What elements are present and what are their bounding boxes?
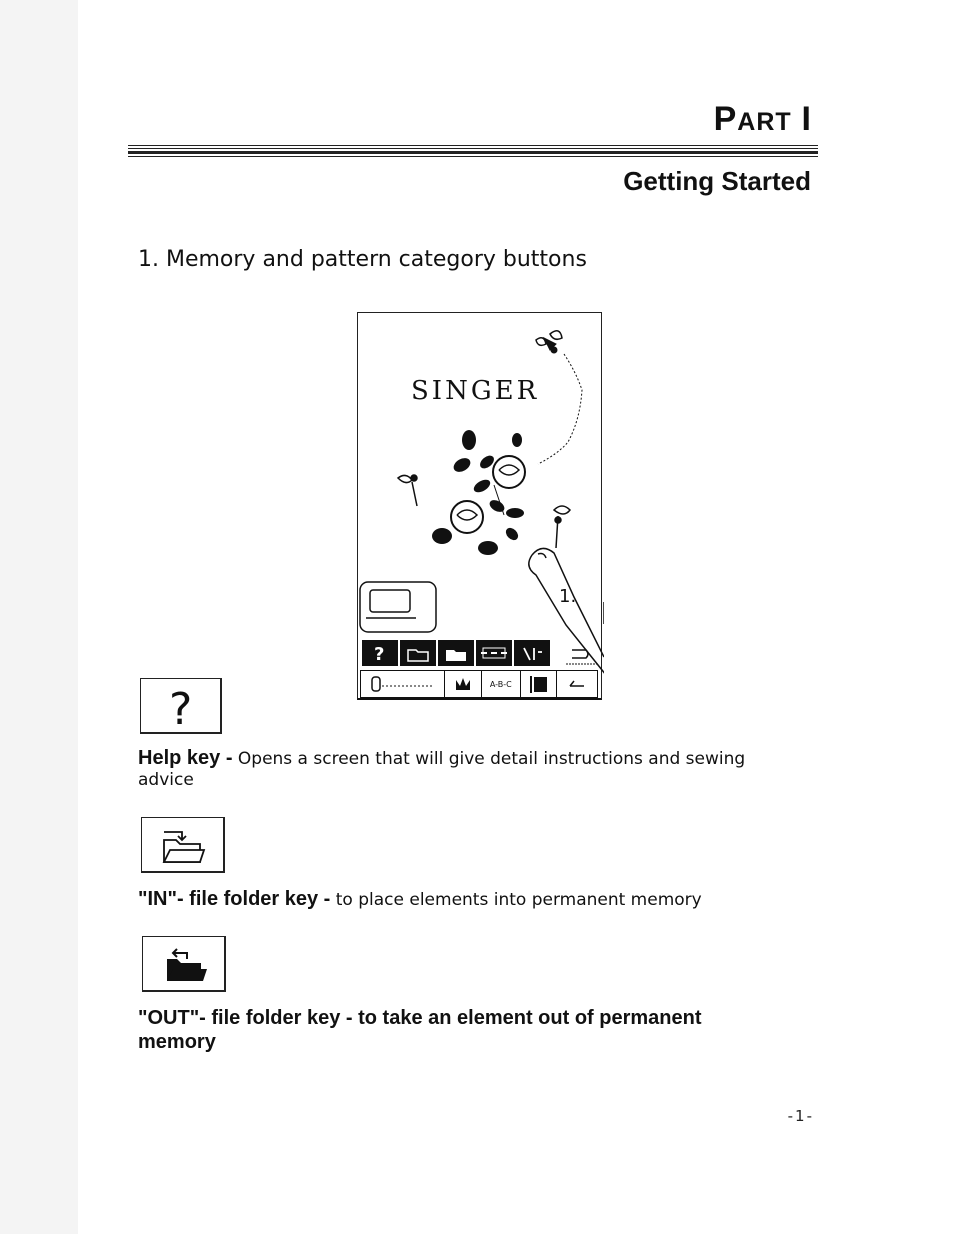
help-key-text: Opens a screen that will give detail instructions and sewing advice [138, 749, 746, 790]
subsection-title: 1. Memory and pattern category buttons [138, 247, 587, 272]
crown-key[interactable] [445, 671, 482, 697]
out-folder-icon [143, 937, 223, 989]
header-rule-thin-3 [128, 156, 818, 157]
help-key-box [140, 678, 222, 734]
svg-text:?: ? [169, 684, 193, 731]
part-title-rest: ART [737, 108, 792, 136]
out-folder-key-description: "OUT"- file folder key - to take an element out of permanent memory [138, 1007, 702, 1053]
screen-help-key[interactable] [362, 640, 398, 666]
in-folder-key-term: "IN"- file folder key - [138, 888, 331, 910]
bobbin-thread-key[interactable] [361, 671, 445, 697]
needle-key[interactable] [521, 671, 558, 697]
in-folder-key-description [138, 889, 798, 911]
question-mark-icon [141, 679, 219, 731]
crown-icon [454, 676, 472, 692]
part-numeral: I [801, 100, 812, 138]
in-folder-icon [406, 644, 430, 662]
screen-alphabet-key[interactable] [514, 640, 550, 666]
in-folder-key-box [141, 817, 225, 873]
header-rule-thin-2 [128, 148, 818, 149]
callout-number: 1. [559, 586, 577, 607]
in-folder-key-text: to place elements into permanent memory [335, 890, 702, 910]
question-mark-icon [370, 643, 390, 663]
section-title: Getting Started [623, 166, 811, 196]
page-binding-shadow [0, 0, 78, 1234]
fairy-left-icon [398, 475, 417, 506]
help-key-term: Help key - [138, 747, 233, 769]
stitch-pattern-icon [479, 644, 509, 662]
needle-plate-icon [527, 674, 549, 694]
svg-text:?: ? [374, 644, 385, 663]
in-folder-icon [142, 818, 222, 870]
brand-logo: SINGER [411, 376, 540, 406]
back-arrow-icon [566, 676, 588, 692]
screen-out-folder-key[interactable] [438, 640, 474, 666]
machine-screen-illustration [354, 310, 604, 702]
out-folder-icon [444, 644, 468, 662]
part-title-initial: P [713, 100, 738, 138]
menu-key-row [362, 640, 562, 667]
fairy-right-icon [554, 506, 570, 548]
back-key[interactable] [557, 671, 597, 697]
page-number: -1- [787, 1107, 814, 1125]
part-title [714, 100, 812, 139]
bobbin-icon [368, 674, 438, 694]
bottom-key-row [360, 670, 598, 698]
help-key-description [138, 748, 778, 791]
wand-trail-icon [538, 354, 582, 464]
screen-in-folder-key[interactable] [400, 640, 436, 666]
return-arrow-icon[interactable] [564, 640, 598, 666]
header-rule-thin-1 [128, 145, 818, 146]
fairy-icon [536, 331, 562, 353]
out-folder-key-box [142, 936, 226, 992]
abc-key[interactable]: A-B-C [482, 671, 521, 697]
alphabet-icon [520, 644, 544, 662]
rose-icon [432, 430, 525, 555]
sewing-machine-button [360, 582, 436, 632]
screen-stitch-key[interactable] [476, 640, 512, 666]
header-rule-thick [128, 151, 818, 154]
